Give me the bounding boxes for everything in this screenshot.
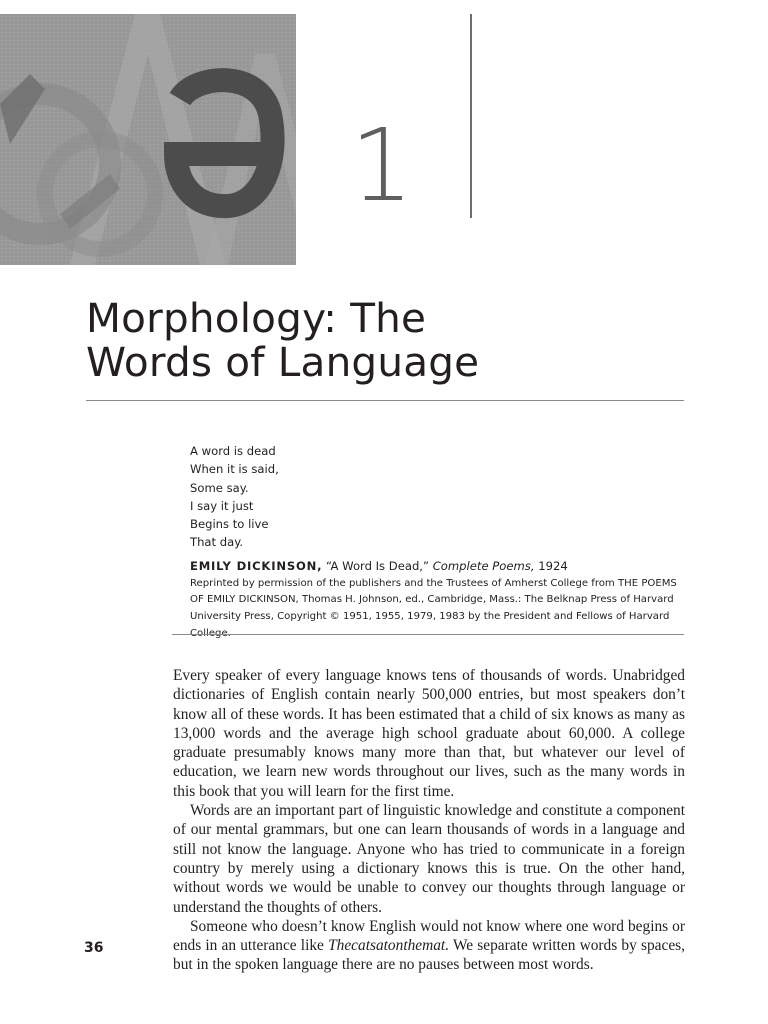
epigraph-author: EMILY DICKINSON,	[190, 558, 323, 573]
permission-line: OF EMILY DICKINSON, Thomas H. Johnson, ed., Cambridge, Mass.: The Belknap Press of Harvard	[190, 594, 674, 606]
permission-notice	[190, 576, 690, 642]
chapter-title-line-2: Words of Language	[86, 338, 480, 386]
epigraph-divider	[172, 634, 684, 635]
body-paragraph: Every speaker of every language knows tens of thousands of words. Unabridged dictionaries of English contain nearly 500,000 entries, but most speakers don’t know all of these words. It has been estimated that a child of six knows as many as 13,000 words and the average high school graduate about 60,000. A college graduate presumably knows many more than that, but whatever our level of education, we learn new words throughout our lives, such as the many words in this book that you will learn for the first time.	[173, 667, 685, 800]
permission-line: University Press, Copyright © 1951, 1955, 1979, 1983 by the President and Fellows of Harvard	[190, 610, 670, 622]
epigraph-line: That day.	[190, 535, 244, 550]
epigraph-year: 1924	[538, 558, 568, 573]
body-text	[173, 666, 685, 975]
epigraph-collection: Complete Poems,	[432, 558, 535, 573]
epigraph	[190, 442, 690, 642]
chapter-number: 1	[350, 107, 414, 224]
body-paragraph	[173, 917, 685, 975]
epigraph-line: I say it just	[190, 498, 254, 513]
permission-line: Reprinted by permission of the publishers and the Trustees of Amherst College from THE POEMS	[190, 577, 677, 589]
title-divider	[86, 400, 684, 401]
page-number: 36	[84, 940, 104, 956]
epigraph-line: Begins to live	[190, 517, 269, 532]
epigraph-attribution	[190, 557, 690, 575]
epigraph-line: When it is said,	[190, 462, 279, 477]
chapter-title	[86, 296, 686, 384]
phonetic-symbols-art-icon	[0, 14, 296, 265]
body-paragraph: Words are an important part of linguistic knowledge and constitute a component of our mental grammars, but one can learn thousands of words in a language and still not know the language. Anyone who has tried to communicate in a foreign country by merely using a dictionary knows this is true. On the other hand, without words we would be unable to convey our thoughts through language or understand the thoughts of others.	[173, 802, 685, 916]
epigraph-work-title: “A Word Is Dead,”	[326, 558, 430, 573]
epigraph-line: A word is dead	[190, 444, 276, 458]
body-paragraph-text: We separate written words by spaces, but in the spoken language there are no pauses between most words.	[173, 937, 685, 974]
chapter-number-rule	[470, 14, 472, 218]
chapter-opener-art	[0, 14, 296, 265]
chapter-title-line-1: Morphology: The	[86, 294, 427, 342]
example-utterance: Thecatsatonthemat.	[328, 937, 450, 955]
body-paragraph-text: Someone who doesn’t know English would not know where one word begins or ends in an utterance like	[173, 917, 685, 955]
epigraph-line: Some say.	[190, 480, 249, 495]
